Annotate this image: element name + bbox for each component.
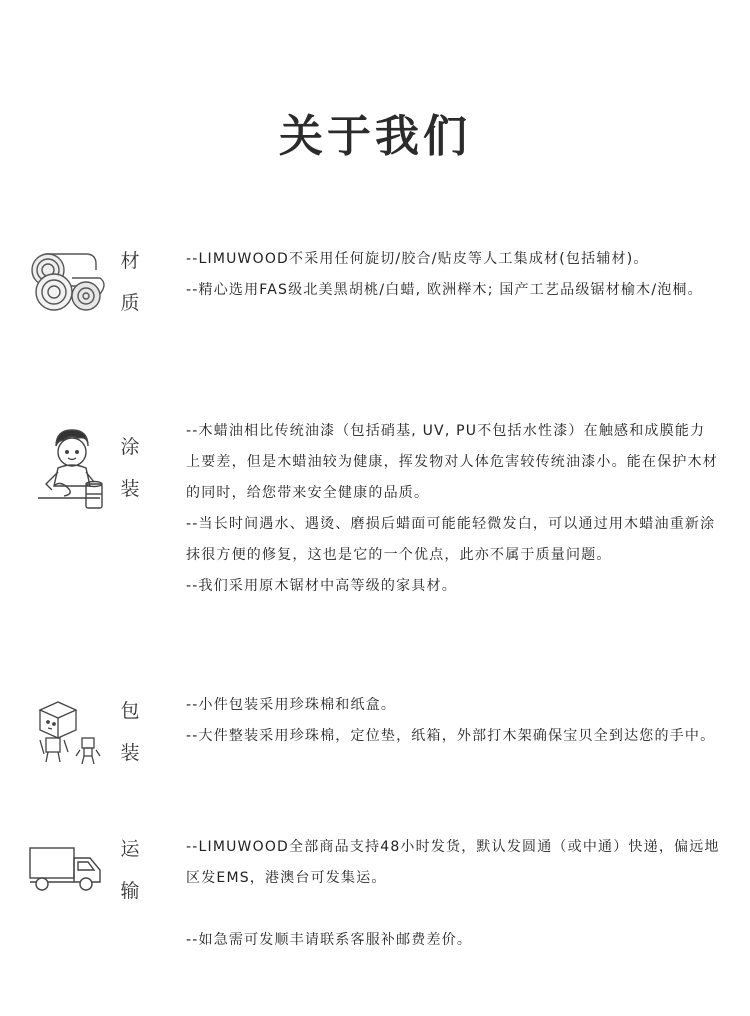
box-robot-icon [34,696,118,776]
section-text-shipping [186,832,720,956]
text-line: --LIMUWOOD不采用任何旋切/胶合/贴皮等人工集成材(包括辅材)。 [186,251,649,267]
delivery-truck-icon [28,844,112,924]
text-line: --精心选用FAS级北美黑胡桃/白蜡, 欧洲榉木; 国产工艺品级锯材榆木/泡桐。 [186,282,703,298]
wood-logs-icon [26,248,110,328]
section-label-shipping: 运 输 [120,838,140,902]
section-label-material: 材 质 [120,250,140,314]
text-line: --我们采用原木锯材中高等级的家具材。 [186,578,457,594]
text-line: --当长时间遇水、遇烫、磨损后蜡面可能能轻微发白，可以通过用木蜡油重新涂抹很方便的修复，这也是它的一个优点，此亦不属于质量问题。 [186,516,716,563]
text-line: --木蜡油相比传统油漆（包括硝基, UV, PU不包括水性漆）在触感和成膜能力上要差，但是木蜡油较为健康，挥发物对人体危害较传统油漆小。能在保护木材的同时，给您带来安全健康的品质。 [186,423,718,501]
text-line: --LIMUWOOD全部商品支持48小时发货，默认发圆通（或中通）快递，偏远地区发EMS，港澳台可发集运。 [186,839,720,886]
section-text-finish [186,416,720,602]
section-label-finish: 涂 装 [120,436,140,500]
section-text-packaging [186,690,720,752]
section-label-packaging: 包 装 [120,700,140,764]
child-painting-icon [34,424,118,504]
text-line: --大件整装采用珍珠棉，定位垫，纸箱，外部打木架确保宝贝全到达您的手中。 [186,728,716,744]
text-line: --小件包装采用珍珠棉和纸盒。 [186,697,397,713]
section-text-material [186,244,720,306]
text-line: --如急需可发顺丰请联系客服补邮费差价。 [186,932,473,948]
page-title: 关于我们 [279,111,471,162]
